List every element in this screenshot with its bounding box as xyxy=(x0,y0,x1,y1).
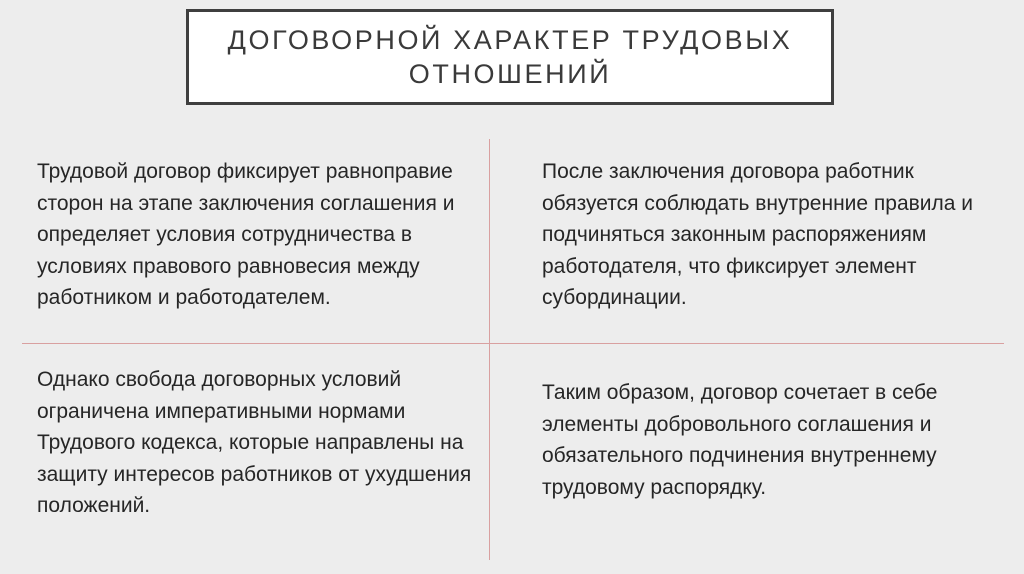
cell-top-right-text: После заключения договора работник обязуется соблюдать внутренние правила и подчиняться законным распоряжениям работодателя, что фиксирует элемент субординации. xyxy=(542,160,974,309)
cell-top-left-text: Трудовой договор фиксирует равноправие сторон на этапе заключения соглашения и определяет условия сотрудничества в условиях правового равновесия между работником и работодателем. xyxy=(37,160,455,309)
cell-bottom-left-text: Однако свобода договорных условий ограничена императивными нормами Трудового кодекса, которые направлены на защиту интересов работников от ухудшения положений. xyxy=(37,368,472,517)
vertical-divider xyxy=(489,139,490,560)
title-box xyxy=(186,9,834,105)
horizontal-divider xyxy=(22,343,1004,344)
cell-bottom-right-text: Таким образом, договор сочетает в себе элементы добровольного соглашения и обязательного подчинения внутреннему трудовому распорядку. xyxy=(542,381,938,499)
page-title: ДОГОВОРНОЙ ХАРАКТЕР ТРУДОВЫХ ОТНОШЕНИЙ xyxy=(227,25,793,89)
